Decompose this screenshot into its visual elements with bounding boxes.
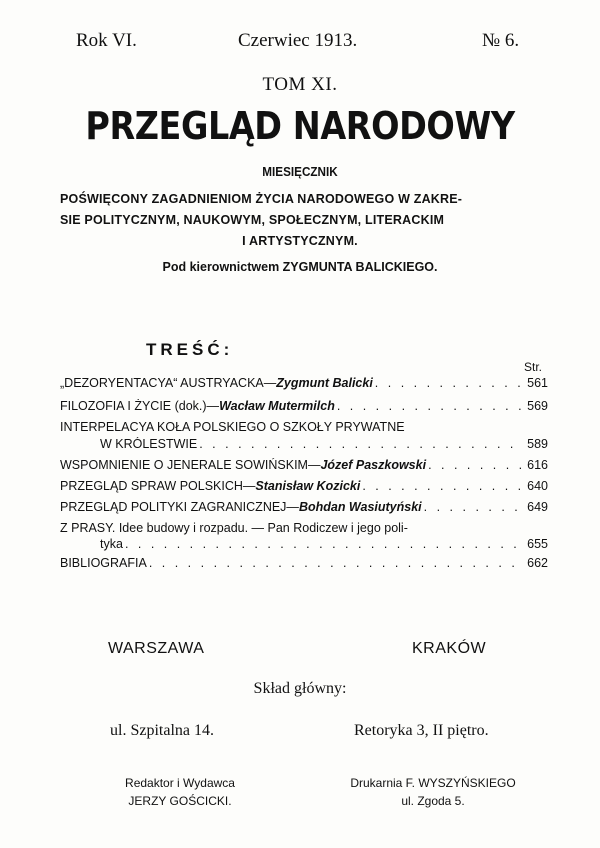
toc-page: 640: [527, 479, 548, 493]
toc-entry: [60, 521, 548, 535]
toc-leader: [197, 437, 524, 451]
toc-leader: [422, 500, 524, 514]
toc-title-cont: W KRÓLESTWIE: [100, 437, 198, 451]
toc-page: 589: [527, 437, 548, 451]
toc-page: 655: [527, 537, 548, 551]
toc-entry: [60, 399, 548, 413]
toc-title: PRZEGLĄD SPRAW POLSKICH—: [60, 479, 256, 493]
description-line: I ARTYSTYCZNYM.: [242, 234, 358, 248]
editor-name: JERZY GOŚCICKI.: [128, 794, 232, 808]
city-warsaw: WARSZAWA: [108, 640, 205, 657]
toc-title: FILOZOFIA I ŻYCIE (dok.)—: [60, 399, 220, 413]
toc-title: INTERPELACYA KOŁA POLSKIEGO O SZKOŁY PRYWATNE: [60, 420, 405, 434]
toc-page: 662: [527, 556, 548, 570]
editorship-line: Pod kierownictwem ZYGMUNTA BALICKIEGO.: [162, 260, 438, 274]
toc-leader: [335, 399, 524, 413]
toc-title: Z PRASY. Idee budowy i rozpadu. — Pan Rodiczew i jego poli-: [60, 521, 408, 535]
toc-entry: [60, 458, 548, 472]
toc-leader: [123, 537, 524, 551]
toc-title: PRZEGLĄD POLITYKI ZAGRANICZNEJ—: [60, 500, 299, 514]
description-line: POŚWIĘCONY ZAGADNIENIOM ŻYCIA NARODOWEGO W ZAKRE-: [60, 192, 463, 206]
toc-entry: [60, 556, 548, 570]
toc-title-cont: tyka: [100, 537, 123, 551]
toc-leader: [373, 376, 524, 390]
address-krakow: Retoryka 3, II piętro.: [354, 722, 489, 739]
toc-title: „DEZORYENTACYA“ AUSTRYACKA—: [60, 376, 277, 390]
volume-label: TOM XI.: [262, 74, 338, 95]
toc-title: WSPOMNIENIE O JENERALE SOWIŃSKIM—: [60, 458, 321, 472]
toc-author: Bohdan Wasiutyński: [298, 500, 422, 514]
description-line: SIE POLITYCZNYM, NAUKOWYM, SPOŁECZNYM, LITERACKIM: [60, 213, 445, 227]
toc-entry: [60, 376, 548, 390]
toc-leader: [426, 458, 524, 472]
toc-author: Zygmunt Balicki: [276, 376, 373, 390]
toc-entry: [60, 479, 548, 493]
toc-author: Wacław Mutermilch: [219, 399, 335, 413]
toc-leader: [147, 556, 524, 570]
editor-label: Redaktor i Wydawca: [125, 776, 235, 790]
toc-page: 569: [527, 399, 548, 413]
toc-entry: [60, 420, 548, 434]
contents-heading: TREŚĆ:: [146, 340, 234, 359]
toc-title: BIBLIOGRAFIA: [60, 556, 147, 570]
toc-page: 561: [527, 376, 548, 390]
toc-page: 649: [527, 500, 548, 514]
address-warsaw: ul. Szpitalna 14.: [110, 722, 214, 739]
issue-number: № 6.: [482, 30, 520, 51]
city-krakow: KRAKÓW: [412, 640, 487, 657]
toc-entry-continuation: [100, 537, 548, 551]
year-label: Rok VI.: [76, 30, 137, 51]
journal-subtitle: MIESIĘCZNIK: [262, 164, 338, 179]
toc-author: Józef Paszkowski: [320, 458, 427, 472]
printer-address: ul. Zgoda 5.: [401, 794, 465, 808]
issue-date: Czerwiec 1913.: [238, 30, 358, 51]
page-column-label: Str.: [524, 360, 543, 374]
journal-title: PRZEGLĄD NARODOWY: [85, 104, 515, 148]
toc-author: Stanisław Kozicki: [255, 479, 361, 493]
toc-leader: [360, 479, 524, 493]
toc-page: 616: [527, 458, 548, 472]
toc-entry-continuation: [100, 437, 548, 451]
main-depot-label: Skład główny:: [253, 680, 347, 697]
printer-label: Drukarnia F. WYSZYŃSKIEGO: [350, 776, 516, 790]
toc-entry: [60, 500, 548, 514]
